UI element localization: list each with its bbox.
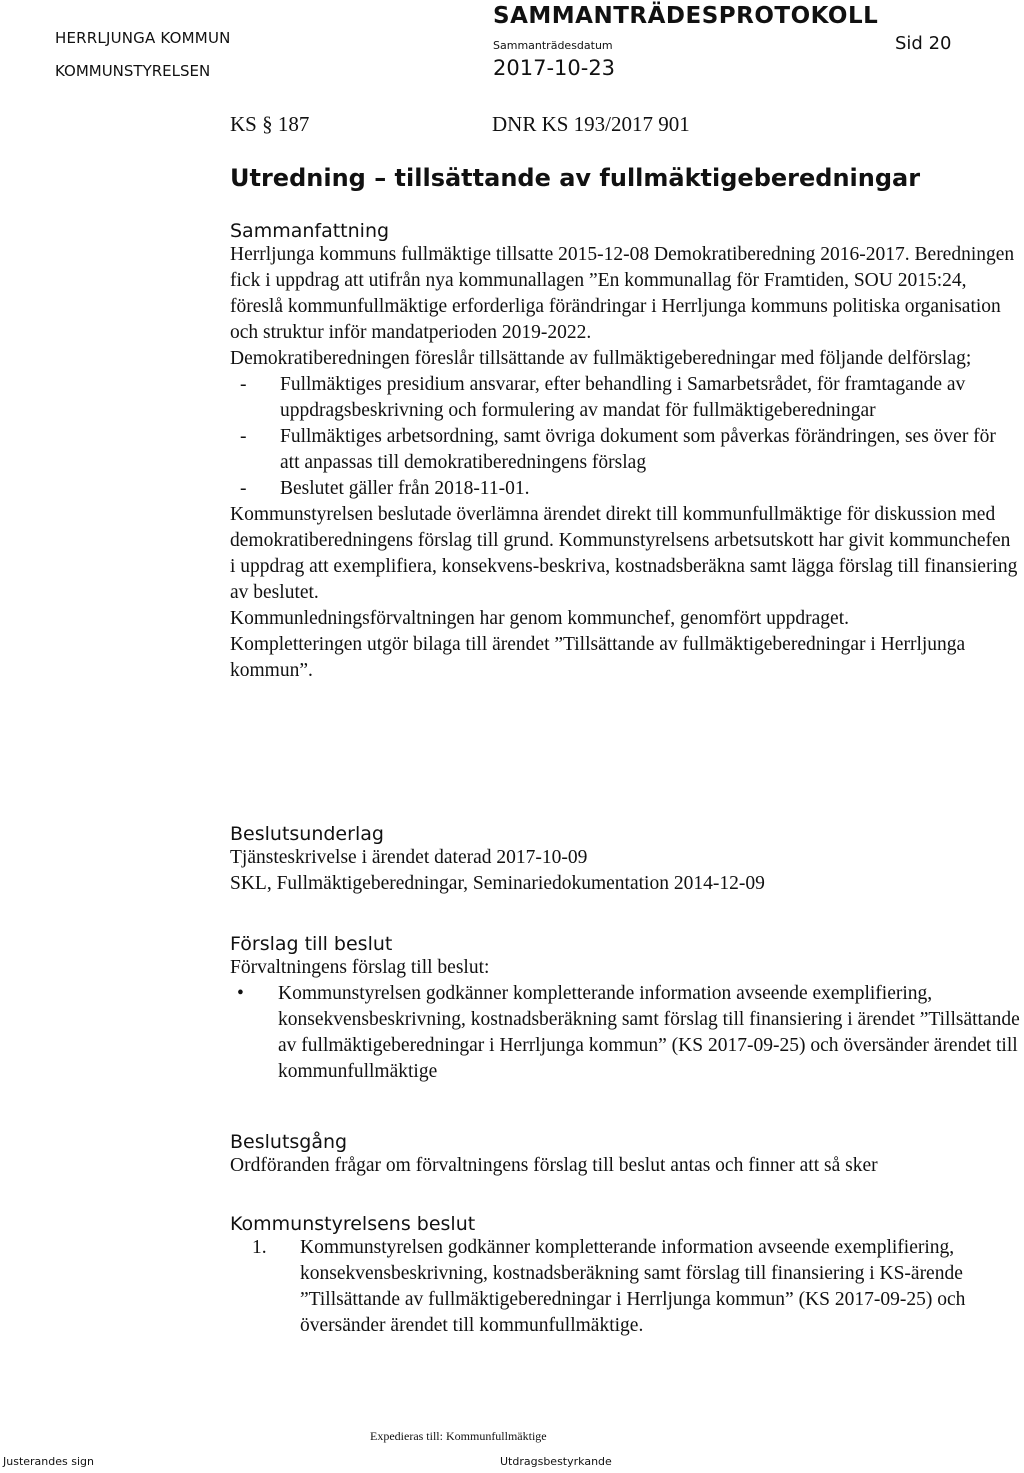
committee-name: KOMMUNSTYRELSEN <box>55 62 211 80</box>
meeting-date-label: Sammanträdesdatum <box>493 39 613 52</box>
certified-label: Utdragsbestyrkande <box>500 1455 612 1468</box>
summary-paragraph: Kommunstyrelsen beslutade överlämna ärendet direkt till kommunfullmäktige för diskussion med demokratiberedningens förslag till grund. Kommunstyrelsens arbetsutskott har givit kommunchefen i uppdrag att exemplifiera, konsekvens-beskriva, kostnadsberäkna samt lägga förslag till finansiering av beslutet. <box>230 504 1018 603</box>
list-item <box>230 1235 1020 1339</box>
document-type-title: SAMMANTRÄDESPROTOKOLL <box>493 3 879 29</box>
basis-heading: Beslutsunderlag <box>230 823 384 845</box>
summary-paragraph: Demokratiberedningen föreslår tillsättande av fullmäktigeberedningar med följande delförslag; <box>230 348 972 369</box>
list-item: - Fullmäktiges presidium ansvarar, efter behandling i Samarbetsrådet, för framtagande av uppdragsbeskrivning och formulering av mandat för fullmäktigeberedningar <box>230 372 1020 424</box>
summary-heading: Sammanfattning <box>230 220 390 242</box>
summary-paragraph: Herrljunga kommuns fullmäktige tillsatte 2015-12-08 Demokratiberedning 2016-2017. Beredningen fick i uppdrag att utifrån nya kommunallagen ”En kommunallag för Framtiden, SOU 2015:24, föreslå kommunfullmäktige erforderliga förändringar i Herrljunga kommuns politiska organisation och struktur inför mandatperioden 2019-2022. <box>230 244 1015 343</box>
list-item: - Fullmäktiges arbetsordning, samt övriga dokument som påverkas förändringen, ses över för att anpassas till demokratiberedningens förslag <box>230 424 1020 476</box>
proposal-bullets <box>230 981 1020 1085</box>
proposal-item-text: Kommunstyrelsen godkänner kompletterande information avseende exemplifiering, konsekvensbeskrivning, kostnadsberäkning samt förslag till finansiering i ärendet ”Tillsättande av fullmäktigeberedningar i Herrljunga kommun” (KS 2017-09-25) och översänder ärendet till kommunfullmäktige <box>278 983 1020 1082</box>
decision-heading: Kommunstyrelsens beslut <box>230 1213 476 1235</box>
page-number: Sid 20 <box>895 33 952 54</box>
bullet-icon: • <box>237 983 244 1004</box>
list-item: - Beslutet gäller från 2018-11-01. <box>230 476 1020 502</box>
summary-section <box>230 220 1020 684</box>
procedure-text: Ordföranden frågar om förvaltningens förslag till beslut antas och finner att så sker <box>230 1155 878 1176</box>
meeting-date: 2017-10-23 <box>493 56 616 80</box>
summary-paragraph: Kompletteringen utgör bilaga till ärendet ”Tillsättande av fullmäktigeberedningar i Herrljunga kommun”. <box>230 634 966 681</box>
case-title: Utredning – tillsättande av fullmäktigeberedningar <box>230 164 921 192</box>
basis-section <box>230 823 1020 897</box>
basis-item: Tjänsteskrivelse i ärendet daterad 2017-10-09 <box>230 847 588 868</box>
procedure-heading: Beslutsgång <box>230 1131 348 1153</box>
proposal-section <box>230 933 1020 1085</box>
organization-name: HERRLJUNGA KOMMUN <box>55 29 231 47</box>
distribution-note: Expedieras till: Kommunfullmäktige <box>370 1429 547 1443</box>
procedure-section <box>230 1131 1020 1179</box>
basis-item: SKL, Fullmäktigeberedningar, Seminariedokumentation 2014-12-09 <box>230 873 765 894</box>
proposal-list <box>230 372 1020 502</box>
decision-list <box>230 1235 1020 1339</box>
summary-paragraph: Kommunledningsförvaltningen har genom kommunchef, genomfört uppdraget. <box>230 608 849 629</box>
decision-item-text: Kommunstyrelsen godkänner kompletterande information avseende exemplifiering, konsekvensbeskrivning, kostnadsberäkning samt förslag till finansiering i KS-ärende ”Tillsättande av fullmäktigeberedningar i Herrljunga kommun” (KS 2017-09-25) och översänder ärendet till kommunfullmäktige. <box>300 1237 966 1336</box>
signature-label: Justerandes sign <box>3 1455 94 1468</box>
proposal-intro: Förvaltningens förslag till beslut: <box>230 957 490 978</box>
decision-number: 1. <box>252 1237 267 1258</box>
proposal-heading: Förslag till beslut <box>230 933 393 955</box>
decision-section <box>230 1213 1020 1339</box>
list-item <box>230 981 1020 1085</box>
paragraph-number: KS § 187 <box>230 112 310 136</box>
diary-number: DNR KS 193/2017 901 <box>492 112 690 136</box>
